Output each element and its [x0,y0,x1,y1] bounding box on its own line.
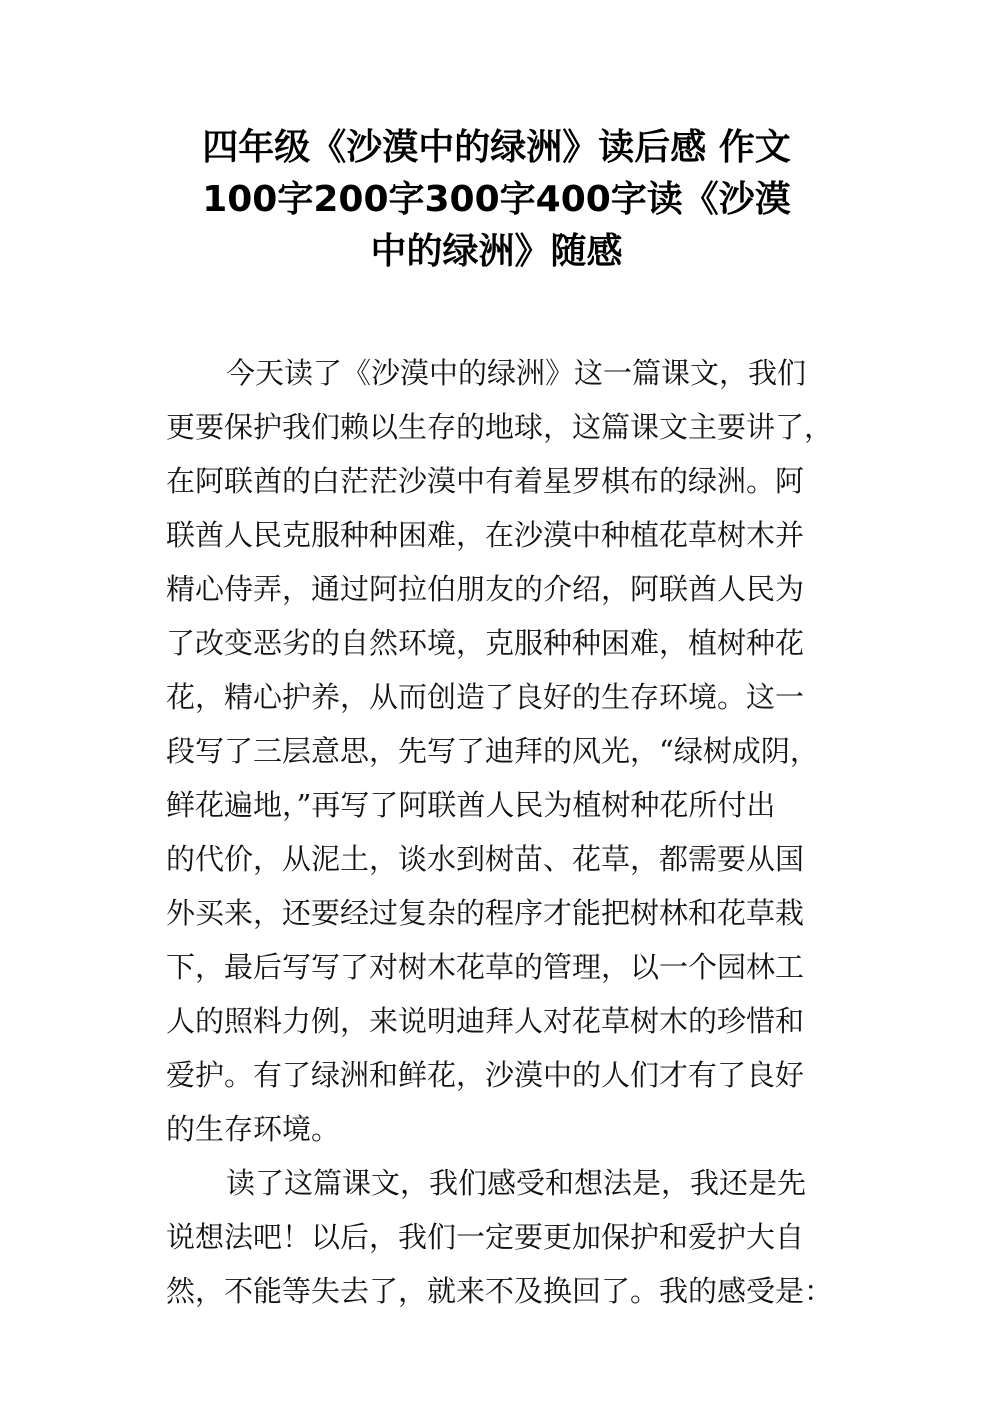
text-line: 精心侍弄，通过阿拉伯朋友的介绍，阿联酋人民为 [166,572,805,606]
title-line: 100字200字300字400字读《沙漠 [202,179,791,220]
text-line: 说想法吧！以后，我们一定要更加保护和爱护大自 [166,1220,805,1254]
text-line: 读了这篇课文，我们感受和想法是，我还是先 [226,1166,807,1200]
text-line: 然，不能等失去了，就来不及换回了。我的感受是： [166,1274,834,1308]
text-line: 的代价，从泥土，谈水到树苗、花草，都需要从国 [166,842,805,876]
text-line: 在阿联酋的白茫茫沙漠中有着星罗棋布的绿洲。阿 [166,464,805,498]
title-line: 中的绿洲》随感 [370,231,623,272]
document-body [166,346,846,1318]
text-line: 的生存环境。 [166,1112,341,1146]
text-line: 爱护。有了绿洲和鲜花，沙漠中的人们才有了良好 [166,1058,805,1092]
text-line: 联酋人民克服种种困难，在沙漠中种植花草树木并 [166,518,805,552]
text-line: 外买来，还要经过复杂的程序才能把树林和花草栽 [166,896,805,930]
paragraph [166,1156,846,1318]
title-line: 四年级《沙漠中的绿洲》读后感 作文 [202,127,791,168]
text-line: 更要保护我们赖以生存的地球，这篇课文主要讲了， [166,410,834,444]
text-line: 下，最后写写了对树木花草的管理，以一个园林工 [166,950,805,984]
text-line: 鲜花遍地，”再写了阿联酋人民为植树种花所付出 [166,788,776,822]
document-title [0,122,993,278]
text-line: 今天读了《沙漠中的绿洲》这一篇课文，我们 [226,356,807,390]
text-line: 人的照料力例，来说明迪拜人对花草树木的珍惜和 [166,1004,805,1038]
text-line: 段写了三层意思，先写了迪拜的风光，“绿树成阴， [166,734,819,768]
text-line: 了改变恶劣的自然环境，克服种种困难，植树种花 [166,626,805,660]
text-line: 花，精心护养，从而创造了良好的生存环境。这一 [166,680,805,714]
paragraph [166,346,846,1156]
